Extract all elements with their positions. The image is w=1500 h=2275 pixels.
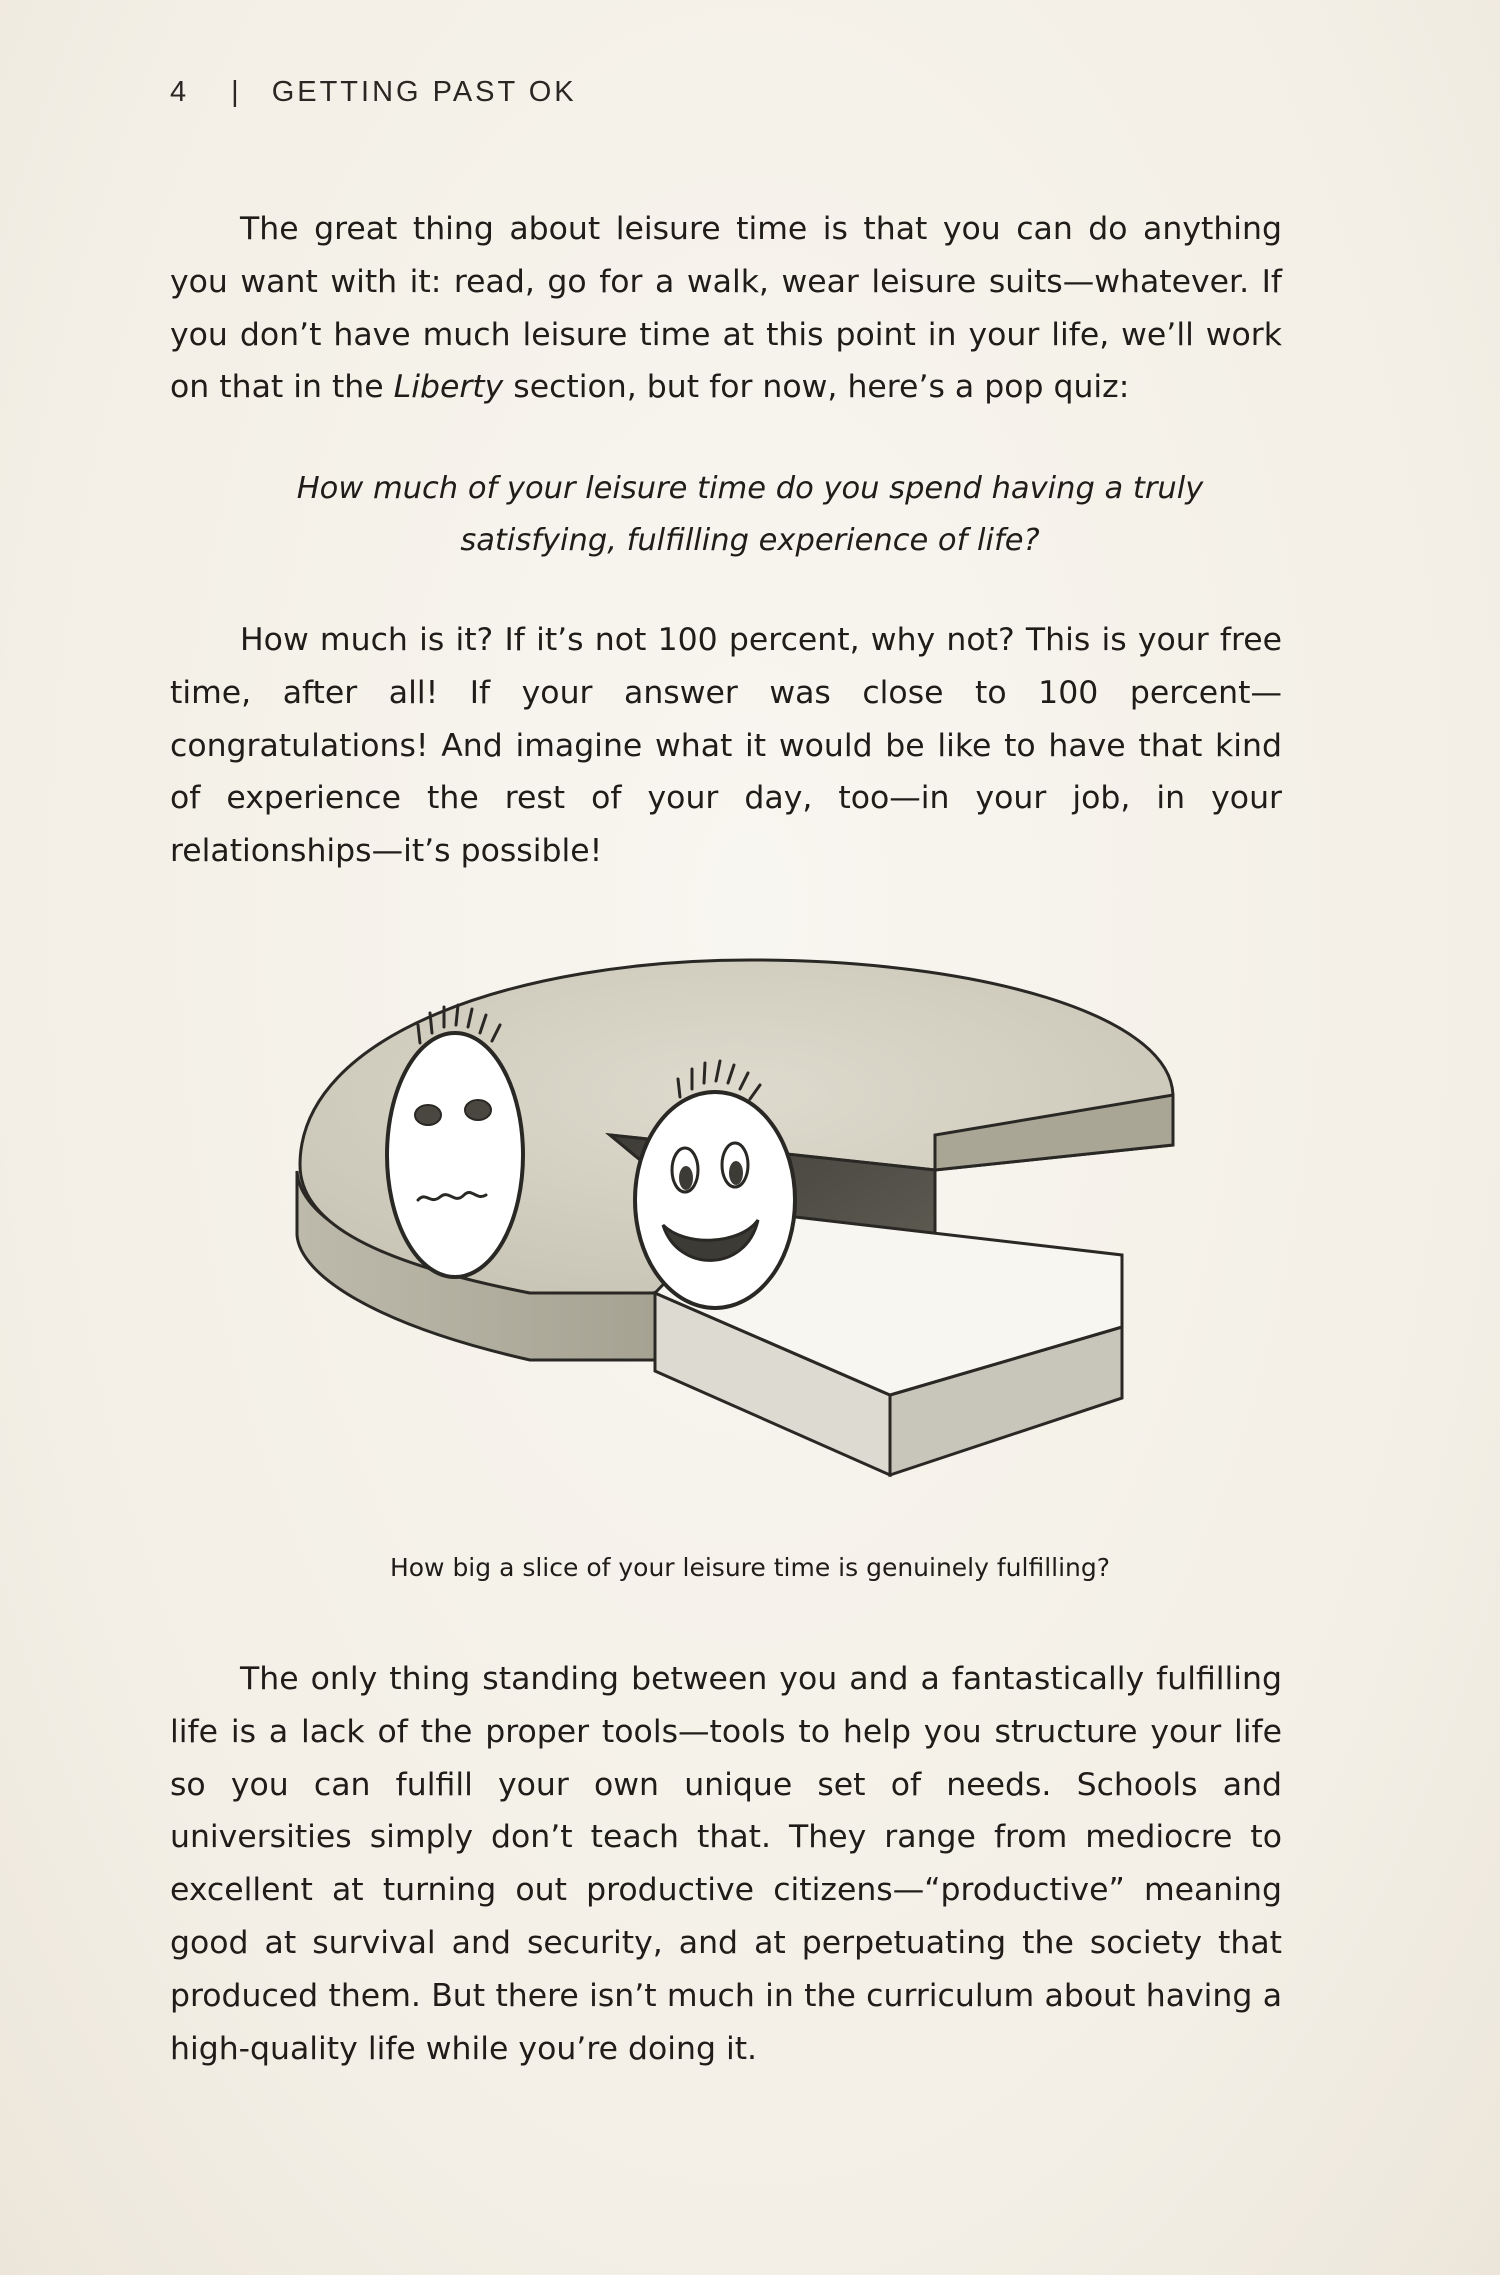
paragraph-proper-tools-text: The only thing standing between you and a fantastically fulfilling life is a lack of the proper tools—tools to help you structure your life so you can fulfill your own unique set of needs. Schools and universities simply don’t teach that. They range from mediocre to excellent at turning out productive citizens—“productive” meaning good at survival and security, and at perpetuating the society that produced them. But there isn’t much in the curriculum about having a high-quality life while you’re doing it. <box>170 1661 1282 2067</box>
happy-face-right-pupil <box>729 1161 743 1185</box>
paragraph-how-much-text: How much is it? If it’s not 100 percent, why not? This is your free time, after all! If your answer was close to 100 percent—congratulations! And imagine what it would be like to have that kind of experience the rest of your day, too—in your job, in your relationships—it’s possible! <box>170 622 1282 870</box>
happy-face-head <box>635 1092 795 1308</box>
paragraph-how-much <box>170 614 1282 878</box>
happy-face-left-pupil <box>679 1166 693 1190</box>
running-title: GETTING PAST OK <box>271 76 577 108</box>
quiz-line-2: satisfying, fulfilling experience of life? <box>460 523 1040 558</box>
pop-quiz-question <box>200 463 1300 567</box>
paragraph-leisure-time <box>170 203 1282 414</box>
worried-face-right-eye <box>465 1100 491 1120</box>
quiz-line-1: How much of your leisure time do you spend having a truly <box>296 471 1204 506</box>
worried-face-left-eye <box>415 1105 441 1125</box>
running-head <box>170 76 577 109</box>
liberty-section-name: Liberty <box>393 369 504 406</box>
figure-caption: How big a slice of your leisure time is genuinely fulfilling? <box>389 1553 1111 1582</box>
page-number: 4 <box>170 76 190 108</box>
paragraph-proper-tools <box>170 1653 1282 2075</box>
paragraph-leisure-text-b: section, but for now, here’s a pop quiz: <box>503 369 1130 406</box>
worried-face-head <box>387 1033 523 1277</box>
pie-slice-illustration <box>280 955 1220 1555</box>
paragraph-leisure-text-a: The great thing about leisure time is that you can do anything you want with it: read, go for a walk, wear leisure suits—whatever. If you don’t have much leisure time at this point in your life, we’ll work on that in the <box>170 211 1282 406</box>
header-separator: | <box>231 76 242 108</box>
